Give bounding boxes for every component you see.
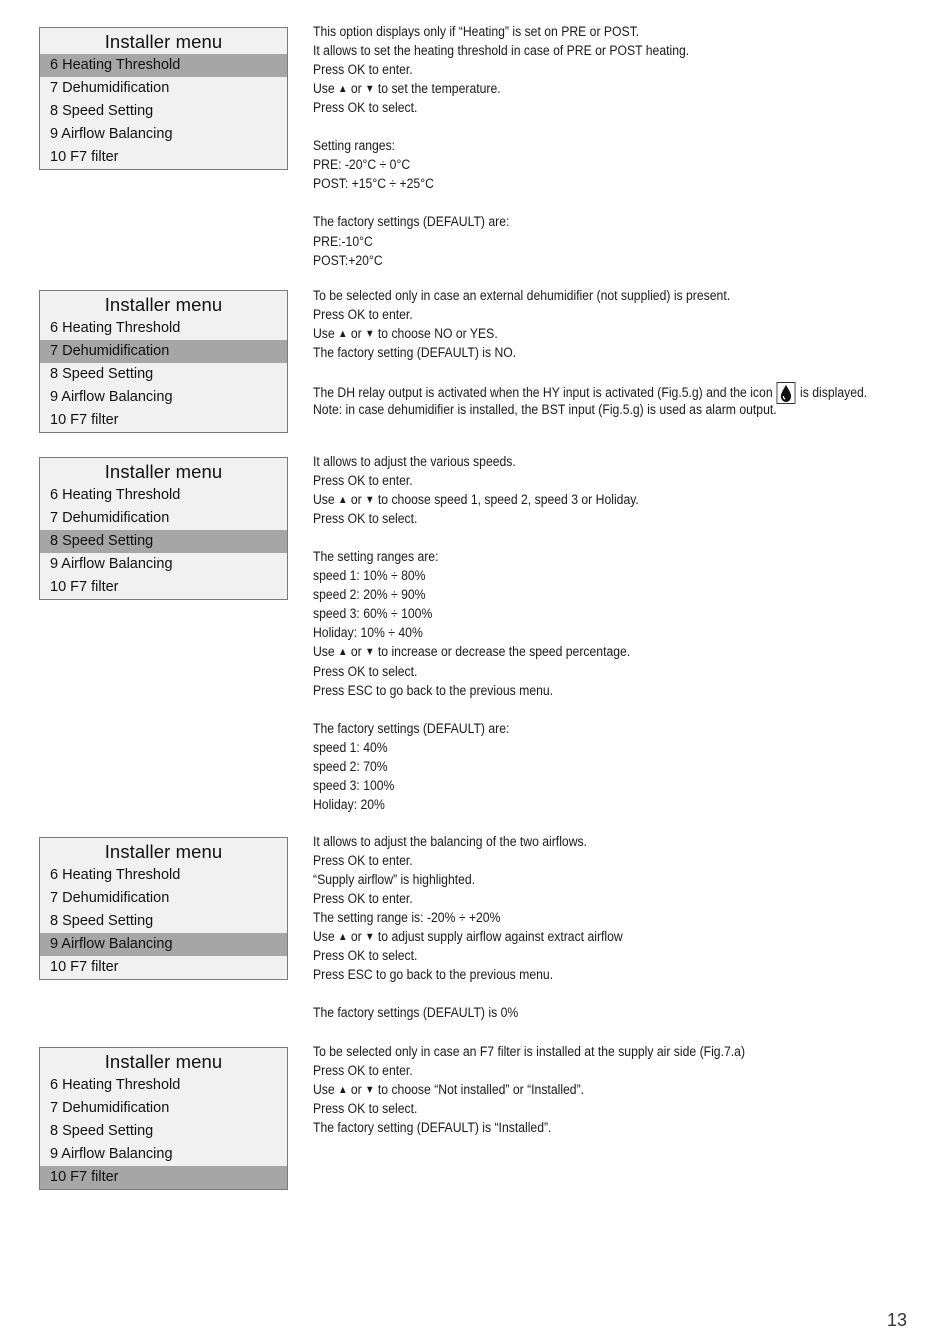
text-line: Press OK to enter. xyxy=(313,853,413,870)
text-line xyxy=(313,382,868,402)
menu-item-airflow-balancing: 9 Airflow Balancing xyxy=(50,126,173,142)
text-line xyxy=(313,325,846,344)
menu-item-f7-filter: 10 F7 filter xyxy=(50,412,119,428)
water-drop-icon xyxy=(777,382,796,404)
text-fragment: Use xyxy=(313,492,335,509)
text-line xyxy=(313,80,846,99)
menu-item-f7-filter: 10 F7 filter xyxy=(50,959,119,975)
menu-item-heating-threshold: 6 Heating Threshold xyxy=(50,867,181,883)
menu-item-speed-setting: 8 Speed Setting xyxy=(50,103,154,119)
text-line: speed 3: 60% ÷ 100% xyxy=(313,606,433,623)
text-fragment: Use xyxy=(313,326,335,343)
up-triangle-icon: ▲ xyxy=(338,1084,348,1097)
text-line: Press ESC to go back to the previous menu. xyxy=(313,967,554,984)
text-fragment: or xyxy=(350,81,362,98)
speed-setting-description xyxy=(313,453,846,815)
text-line: Press OK to enter. xyxy=(313,891,413,908)
installer-menu-dehumidification xyxy=(39,290,288,433)
text-line: It allows to adjust the balancing of the two airflows. xyxy=(313,834,588,850)
text-fragment: or xyxy=(350,1082,362,1099)
page-number: 13 xyxy=(886,1310,907,1330)
menu-item-heating-threshold: 6 Heating Threshold xyxy=(50,320,181,336)
dehumidification-description xyxy=(313,287,868,420)
text-line: The factory settings (DEFAULT) is 0% xyxy=(313,1005,519,1022)
text-line: Press OK to select. xyxy=(313,948,418,965)
text-line: POST: +15°C ÷ +25°C xyxy=(313,176,434,193)
text-line: It allows to set the heating threshold in case of PRE or POST heating. xyxy=(313,43,690,60)
menu-item-airflow-balancing: 9 Airflow Balancing xyxy=(50,556,173,572)
menu-item-f7-filter: 10 F7 filter xyxy=(50,149,119,165)
menu-title: Installer menu xyxy=(104,461,223,482)
text-fragment: Use xyxy=(313,644,335,661)
menu-title: Installer menu xyxy=(104,294,223,315)
text-line: Press OK to enter. xyxy=(313,1063,413,1080)
text-fragment: to choose speed 1, speed 2, speed 3 or Holiday. xyxy=(377,492,639,509)
text-line: The factory setting (DEFAULT) is NO. xyxy=(313,345,517,362)
text-line: speed 2: 20% ÷ 90% xyxy=(313,587,426,604)
text-line: Press OK to select. xyxy=(313,100,418,117)
menu-item-airflow-balancing: 9 Airflow Balancing xyxy=(50,389,173,405)
down-triangle-icon: ▼ xyxy=(365,494,375,507)
text-fragment: or xyxy=(350,644,362,661)
heating-threshold-description xyxy=(313,23,846,271)
text-line: Press OK to select. xyxy=(313,511,418,528)
text-line: The setting ranges are: xyxy=(313,549,439,566)
text-line: The factory setting (DEFAULT) is “Installed”. xyxy=(313,1120,552,1137)
text-line: POST:+20°C xyxy=(313,252,383,269)
installer-menu-airflow xyxy=(39,837,288,980)
text-line xyxy=(313,491,846,510)
airflow-balancing-description xyxy=(313,833,846,1023)
down-triangle-icon: ▼ xyxy=(365,646,375,659)
text-fragment: to choose NO or YES. xyxy=(377,326,498,343)
text-line: It allows to adjust the various speeds. xyxy=(313,454,516,470)
menu-item-speed-setting: 8 Speed Setting xyxy=(50,366,154,382)
text-line: speed 1: 40% xyxy=(313,739,388,756)
text-fragment: is displayed. xyxy=(800,385,868,402)
down-triangle-icon: ▼ xyxy=(365,328,375,341)
down-triangle-icon: ▼ xyxy=(365,83,375,96)
menu-title: Installer menu xyxy=(104,841,223,862)
menu-item-heating-threshold: 6 Heating Threshold xyxy=(50,487,181,503)
menu-item-f7-filter: 10 F7 filter xyxy=(50,579,119,595)
text-line: Note: in case dehumidifier is installed, the BST input (Fig.5.g) is used as alarm output. xyxy=(313,402,777,419)
menu-item-f7-filter: 10 F7 filter xyxy=(40,1166,287,1189)
down-triangle-icon: ▼ xyxy=(365,1084,375,1097)
text-line: To be selected only in case an external dehumidifier (not supplied) is present. xyxy=(313,288,731,304)
text-line: PRE:-10°C xyxy=(313,233,373,250)
menu-item-heating-threshold: 6 Heating Threshold xyxy=(40,54,287,77)
menu-item-dehumidification: 7 Dehumidification xyxy=(50,1100,170,1116)
f7-filter-description xyxy=(313,1043,846,1138)
text-line: Press OK to enter. xyxy=(313,307,413,324)
up-triangle-icon: ▲ xyxy=(338,328,348,341)
text-fragment: to adjust supply airflow against extract airflow xyxy=(377,929,623,946)
text-line: The factory settings (DEFAULT) are: xyxy=(313,720,510,737)
installer-menu-speed xyxy=(39,457,288,600)
menu-item-speed-setting: 8 Speed Setting xyxy=(50,1123,154,1139)
menu-title: Installer menu xyxy=(104,1051,223,1072)
menu-item-heating-threshold: 6 Heating Threshold xyxy=(50,1077,181,1093)
text-fragment: The DH relay output is activated when the HY input is activated (Fig.5.g) and the icon xyxy=(313,385,773,402)
installer-menu-filter xyxy=(39,1047,288,1190)
text-line: “Supply airflow” is highlighted. xyxy=(313,872,476,889)
text-fragment: to increase or decrease the speed percentage. xyxy=(377,644,631,661)
menu-item-airflow-balancing: 9 Airflow Balancing xyxy=(40,933,287,956)
text-fragment: or xyxy=(350,492,362,509)
text-line: Press OK to enter. xyxy=(313,62,413,79)
text-fragment: or xyxy=(350,326,362,343)
up-triangle-icon: ▲ xyxy=(338,931,348,944)
text-fragment: or xyxy=(350,929,362,946)
up-triangle-icon: ▲ xyxy=(338,83,348,96)
down-triangle-icon: ▼ xyxy=(365,931,375,944)
text-line: The factory settings (DEFAULT) are: xyxy=(313,214,510,231)
text-line: Press OK to select. xyxy=(313,1101,418,1118)
menu-item-dehumidification: 7 Dehumidification xyxy=(50,510,170,526)
text-line xyxy=(313,928,846,947)
up-triangle-icon: ▲ xyxy=(338,646,348,659)
text-fragment: to set the temperature. xyxy=(377,81,501,98)
text-line xyxy=(313,1081,846,1100)
menu-title: Installer menu xyxy=(104,31,223,52)
text-line: PRE: -20°C ÷ 0°C xyxy=(313,157,411,174)
up-triangle-icon: ▲ xyxy=(338,494,348,507)
text-line: Press OK to enter. xyxy=(313,473,413,490)
text-line xyxy=(313,643,846,662)
text-fragment: Use xyxy=(313,81,335,98)
text-line: The setting range is: -20% ÷ +20% xyxy=(313,910,501,927)
text-line: speed 3: 100% xyxy=(313,777,395,794)
text-line: Holiday: 20% xyxy=(313,796,385,813)
text-line: To be selected only in case an F7 filter is installed at the supply air side (Fig.7.a) xyxy=(313,1044,746,1060)
text-line: speed 2: 70% xyxy=(313,758,388,775)
text-line: Setting ranges: xyxy=(313,138,396,155)
menu-item-speed-setting: 8 Speed Setting xyxy=(50,913,154,929)
text-fragment: to choose “Not installed” or “Installed”. xyxy=(377,1082,585,1099)
text-line: speed 1: 10% ÷ 80% xyxy=(313,568,426,585)
text-line: Holiday: 10% ÷ 40% xyxy=(313,625,423,642)
menu-item-dehumidification: 7 Dehumidification xyxy=(50,80,170,96)
text-fragment: Use xyxy=(313,929,335,946)
text-line: Press OK to select. xyxy=(313,663,418,680)
text-fragment: Use xyxy=(313,1082,335,1099)
menu-item-dehumidification: 7 Dehumidification xyxy=(50,890,170,906)
menu-item-airflow-balancing: 9 Airflow Balancing xyxy=(50,1146,173,1162)
menu-item-dehumidification: 7 Dehumidification xyxy=(40,340,287,363)
text-line: This option displays only if “Heating” is set on PRE or POST. xyxy=(313,24,640,40)
installer-menu-heating xyxy=(39,27,288,170)
text-line: Press ESC to go back to the previous menu. xyxy=(313,682,554,699)
menu-item-speed-setting: 8 Speed Setting xyxy=(40,530,287,553)
